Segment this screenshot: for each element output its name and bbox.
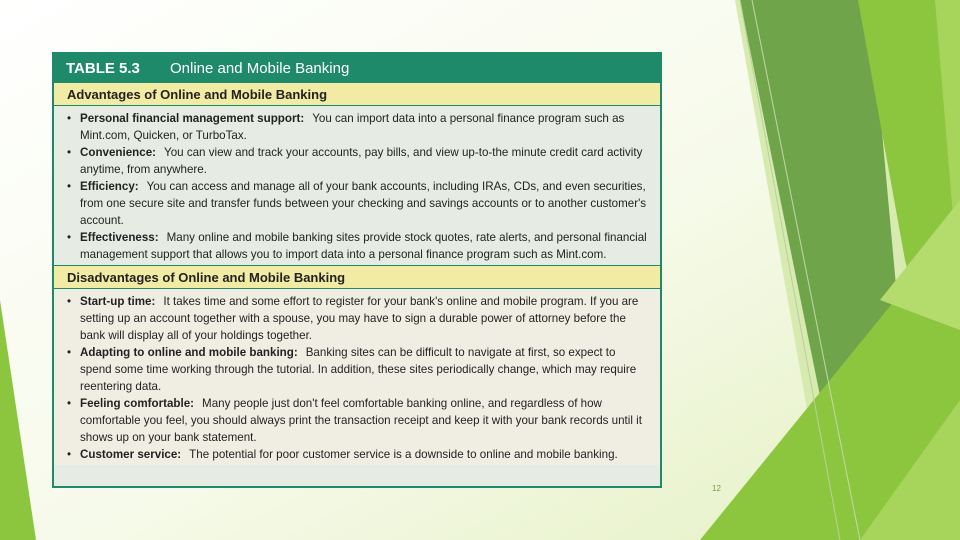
bullet-icon: •: [67, 448, 72, 461]
bullet-icon: •: [67, 346, 72, 359]
item-term: Effectiveness:: [80, 231, 159, 244]
item-term: Customer service:: [80, 448, 182, 461]
item-text: Banking sites can be difficult to navigate at first, so expect to spend some time working through the tutorial. In addition, these sites periodically change, which may require reentering data.: [80, 346, 637, 393]
item-term: Start-up time:: [80, 295, 156, 308]
list-item: [67, 293, 650, 344]
advantages-heading: Advantages of Online and Mobile Banking: [54, 82, 660, 106]
bullet-icon: •: [67, 112, 72, 125]
item-text: Many online and mobile banking sites provide stock quotes, rate alerts, and personal financial management support that allows you to import data into a personal finance program such as Mint.com.: [80, 231, 647, 261]
item-text: It takes time and some effort to register for your bank's online and mobile program. If you are setting up an account together with a spouse, you may have to sign a durable power of attorney before the bank will display all of your holdings together.: [80, 295, 639, 342]
item-term: Efficiency:: [80, 180, 139, 193]
item-text: The potential for poor customer service is a downside to online and mobile banking.: [189, 448, 618, 461]
table-title: Online and Mobile Banking: [170, 59, 350, 77]
bullet-icon: •: [67, 295, 72, 308]
table-header: [54, 54, 660, 82]
item-term: Personal financial management support:: [80, 112, 305, 125]
list-item: [67, 144, 650, 178]
table-number: TABLE 5.3: [66, 59, 140, 77]
page-number: 12: [712, 484, 721, 493]
banking-table: [52, 52, 662, 488]
disadvantages-heading: Disadvantages of Online and Mobile Banking: [54, 265, 660, 289]
bullet-icon: •: [67, 397, 72, 410]
item-term: Adapting to online and mobile banking:: [80, 346, 298, 359]
bullet-icon: •: [67, 146, 72, 159]
list-item: [67, 229, 650, 263]
item-text: You can import data into a personal finance program such as Mint.com, Quicken, or TurboTax.: [80, 112, 625, 142]
item-text: You can view and track your accounts, pay bills, and view up-to-the minute credit card activity anytime, from anywhere.: [80, 146, 643, 176]
bullet-icon: •: [67, 180, 72, 193]
list-item: [67, 344, 650, 395]
advantages-list: [54, 106, 660, 265]
disadvantages-list: [54, 289, 660, 465]
item-term: Feeling comfortable:: [80, 397, 195, 410]
list-item: [67, 110, 650, 144]
item-text: Many people just don't feel comfortable banking online, and regardless of how comfortable you feel, you should always print the transaction receipt and keep it with your bank records until it shows up on your bank statement.: [80, 397, 642, 444]
item-term: Convenience:: [80, 146, 157, 159]
list-item: [67, 178, 650, 229]
item-text: You can access and manage all of your bank accounts, including IRAs, CDs, and even securities, from one secure site and transfer funds between your checking and savings accounts or to another customer's account.: [80, 180, 647, 227]
list-item: [67, 446, 650, 463]
list-item: [67, 395, 650, 446]
bullet-icon: •: [67, 231, 72, 244]
